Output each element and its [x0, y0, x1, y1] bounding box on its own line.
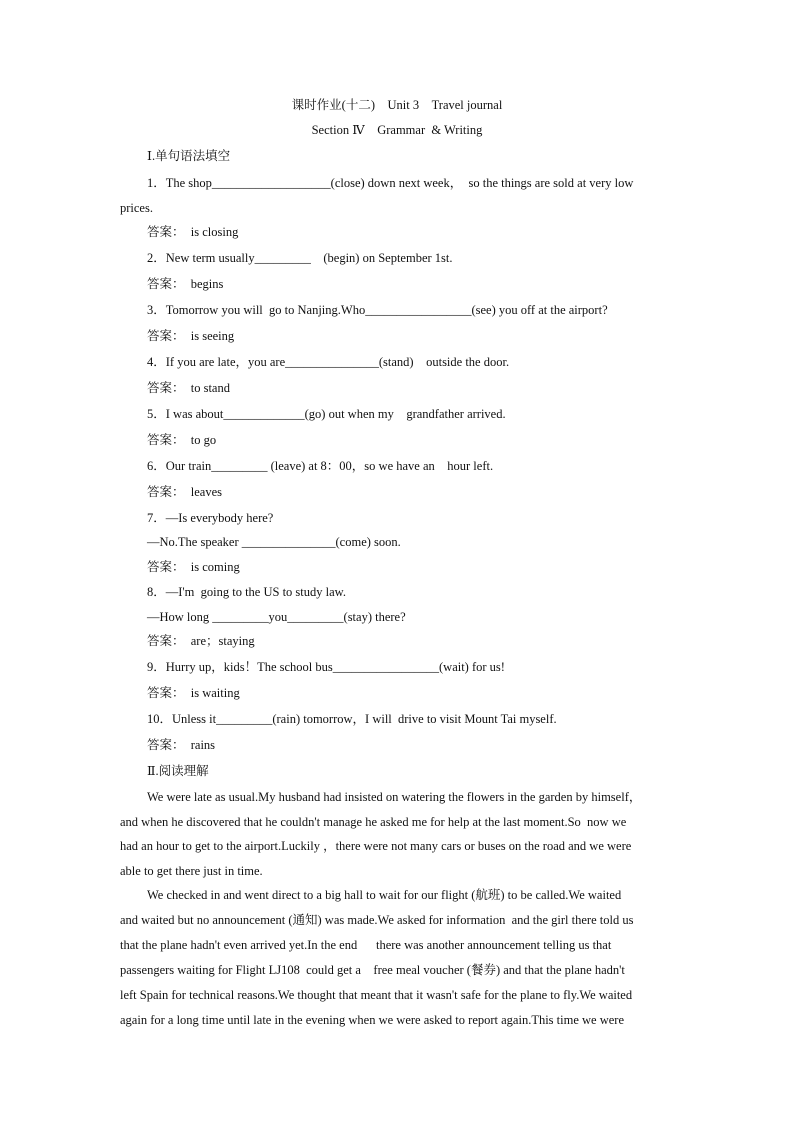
passage-line: We were late as usual.My husband had insisted on watering the flowers in the garden by himself，	[147, 790, 642, 804]
question-line: —No.The speaker _______________(come) soon.	[147, 535, 401, 549]
answer-line: 答案： leaves	[147, 485, 222, 499]
answer-line: 答案： to stand	[147, 381, 230, 395]
question-line: 1．The shop___________________(close) down next week， so the things are sold at very low	[147, 176, 634, 190]
passage-line: again for a long time until late in the evening when we were asked to report again.This time we were	[120, 1013, 624, 1027]
passage-line: that the plane hadn't even arrived yet.In the end there was another announcement telling us that	[120, 938, 612, 952]
answer-line: 答案： to go	[147, 433, 217, 447]
question-line: prices.	[120, 201, 153, 215]
question-line: 10．Unless it_________(rain) tomorrow，I will drive to visit Mount Tai myself.	[147, 712, 557, 726]
passage-line: We checked in and went direct to a big hall to wait for our flight (航班) to be called.We waited	[147, 888, 622, 902]
question-line: 2．New term usually_________ (begin) on September 1st.	[147, 251, 453, 265]
passage-line: and waited but no announcement (通知) was made.We asked for information and the girl there told us	[120, 913, 634, 927]
passage-line: and when he discovered that he couldn't manage he asked me for help at the last moment.So now we	[120, 815, 627, 829]
answer-line: 答案： is waiting	[147, 686, 240, 700]
passage-line: passengers waiting for Flight LJ108 could get a free meal voucher (餐券) and that the plane hadn't	[120, 963, 625, 977]
page-title: 课时作业(十二) Unit 3 Travel journal	[291, 98, 503, 112]
question-line: 3．Tomorrow you will go to Nanjing.Who_________________(see) you off at the airport?	[147, 303, 608, 317]
answer-line: 答案： is seeing	[147, 329, 235, 343]
question-line: 4．If you are late，you are_______________(stand) outside the door.	[147, 355, 510, 369]
question-line: 6．Our train_________ (leave) at 8：00，so we have an hour left.	[147, 459, 494, 473]
section-heading-reading: Ⅱ.阅读理解	[147, 764, 209, 778]
question-line: 5．I was about_____________(go) out when my grandfather arrived.	[147, 407, 506, 421]
question-line: 8．—I'm going to the US to study law.	[147, 585, 347, 599]
question-line: 7．—Is everybody here?	[147, 511, 274, 525]
passage-line: left Spain for technical reasons.We thought that meant that it wasn't safe for the plane to fly.We waited	[120, 988, 633, 1002]
answer-line: 答案： is closing	[147, 225, 239, 239]
question-line: —How long _________you_________(stay) there?	[147, 610, 406, 624]
answer-line: 答案： are；staying	[147, 634, 255, 648]
passage-line: able to get there just in time.	[120, 864, 263, 878]
answer-line: 答案： rains	[147, 738, 216, 752]
section-heading-grammar: Ⅰ.单句语法填空	[147, 149, 231, 163]
answer-line: 答案： begins	[147, 277, 224, 291]
page-subtitle: Section Ⅳ Grammar & Writing	[311, 123, 483, 137]
answer-line: 答案： is coming	[147, 560, 240, 574]
question-line: 9．Hurry up，kids！The school bus_________________(wait) for us!	[147, 660, 505, 674]
passage-line: had an hour to get to the airport.Luckily ，there were not many cars or buses on the road and we were	[120, 839, 632, 853]
